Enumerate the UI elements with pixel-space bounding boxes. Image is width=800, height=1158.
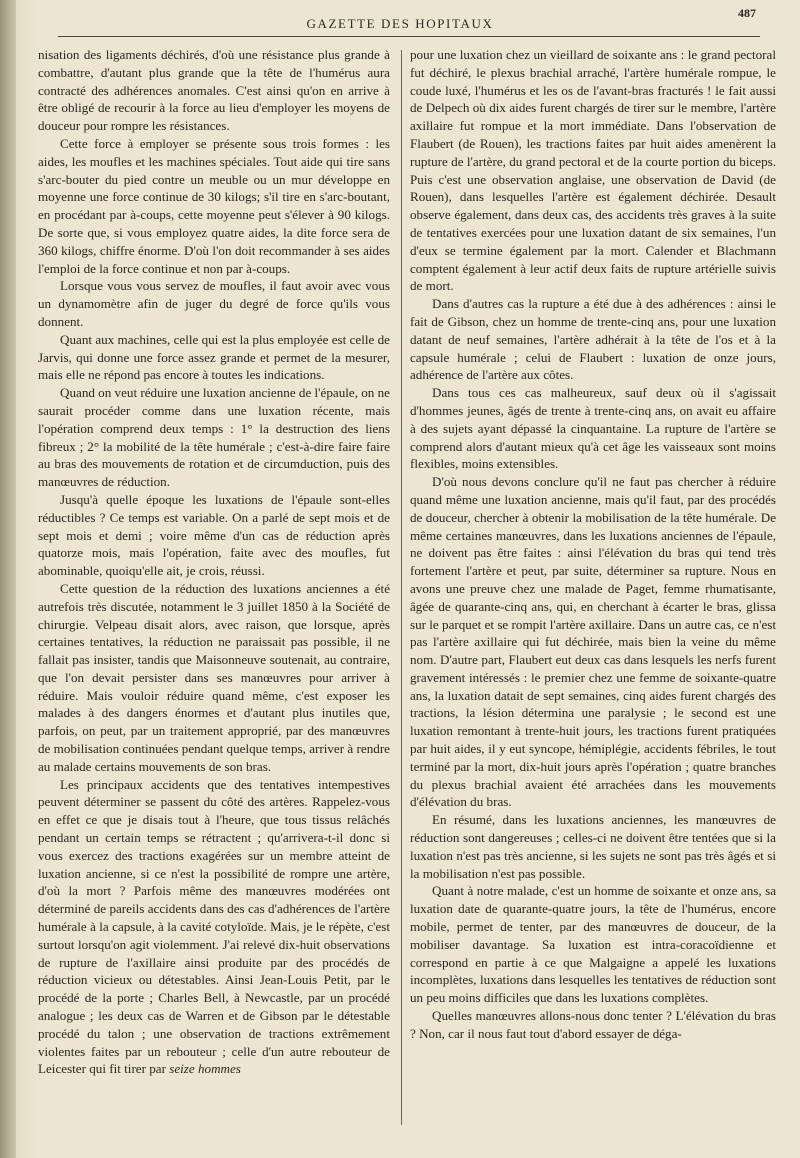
paragraph: Quand on veut réduire une luxation ancienne de l'épaule, on ne saurait procéder comme dans une luxation récente, mais l'opération comprend deux temps : 1° la destruction des liens fibreux ; 2° la mobilité de la tête humérale ; c'est-à-dire faire faire au bras des mouvements de rotation et de circumduction, puis des manœuvres de réduction. [38, 385, 390, 490]
paragraph: Cette question de la réduction des luxations anciennes a été autrefois très discutée, notamment le 3 juillet 1850 à la Société de chirurgie. Velpeau disait alors, avec raison, que lorsque, après certaines tentatives, la réduction ne paraissait pas possible, il ne fallait pas insister, tandis que Maisonneuve soutenait, au contraire, que l'on devait persister dans ses manœuvres pour arriver à réduire. Mais vouloir réduire quand même, c'est exposer les malades à des dangers énormes et d'autant plus inutiles que, parfois, on peut, par un traitement approprié, par des manœuvres de mobilisation continuées pendant quelque temps, arriver à rendre au malade certains mouvements de son bras. [38, 580, 390, 774]
paragraph: nisation des ligaments déchirés, d'où une résistance plus grande à combattre, d'autant plus grande que la tête de l'humérus aura contracté des adhérences anomales. C'est ainsi qu'on en arrive à être obligé de recourir à la force au lieu d'employer les moyens de douceur pour rompre les résistances. [38, 47, 390, 134]
paragraph: D'où nous devons conclure qu'il ne faut pas chercher à réduire quand même une luxation ancienne, mais qu'il faut, par des procédés de douceur, chercher à obtenir la mobilisation de la tête humérale. De même certaines manœuvres, dans les luxations anciennes de l'épaule, ne doivent pas être faites : ainsi l'élévation du bras qui tend très fortement l'artère et peut, par suite, déterminer sa rupture. Nous en avons une preuve chez une malade de Paget, femme rhumatisante, âgée de quarante-cinq ans, qui, en cherchant à écarter le bras, glissa sur le parquet et se rompit l'artère axillaire. Dans un autre cas, ce n'est pas l'artère axillaire qui fut déchirée, mais bien la veine du même nom. D'autre part, Flaubert eut deux cas dans lesquels les nerfs furent gravement intéressés : le premier chez une femme de soixante-quatre ans, la luxation datait de sept semaines, cinq aides furent chargés des tractions, la lésion détermina une paralysie ; le second est une luxation remontant à trente-huit jours, les tractions furent pratiquées par huit aides, il y eut syncope, hémiplégie, accidents fébriles, le tout terminé par la mort, dix-huit jours après l'opération ; quatre branches du plexus brachial avaient été arrachées dans les mouvements d'élévation du bras. [410, 474, 776, 810]
left-column [38, 46, 390, 1136]
paragraph: pour une luxation chez un vieillard de soixante ans : le grand pectoral fut déchiré, le plexus brachial arraché, l'artère humérale rompue, le coude luxé, l'humérus et les os de l'avant-bras fracturés ! le fait aussi de Delpech où dix aides furent chargés de tirer sur le membre, l'artère axillaire fut rompue et la mort immédiate. Dans l'observation de Flaubert (de Rouen), les tractions faites par huit aides amenèrent la rupture de l'artère, du grand pectoral et de la courte portion du biceps. Puis c'est une observation anglaise, une observation de David (de Rouen), dans lesquelles l'artère est également déchirée. Desault observe également, dans deux cas, des accidents très graves à la suite de tentatives exercées pour une luxation datant de six semaines, l'un d'eux se termine également par la mort. Calender et Blachmann comptent également à leur actif deux faits de rupture artérielle suivis de mort. [410, 47, 776, 294]
italic-phrase: seize hommes [169, 1061, 241, 1077]
right-column [410, 46, 776, 1136]
page-number: 487 [738, 6, 756, 20]
paragraph: Jusqu'à quelle époque les luxations de l'épaule sont-elles réductibles ? Ce temps est variable. On a parlé de sept mois et de sept mois et demi ; voire même d'un cas de réduction après quatorze mois, mais l'opération, faite avec des moufles, fut abominable, quoiqu'elle ait, je crois, réussi. [38, 491, 390, 579]
paragraph [38, 776, 390, 1079]
column-rule [401, 50, 402, 1125]
header-rule [58, 36, 760, 37]
paragraph-text: Les principaux accidents que des tentatives intempestives peuvent déterminer se passent du côté des artères. Rappelez-vous en effet ce que je disais tout à l'heure, que tous tissus relâchés pendant un certain temps se rétractent ; qu'arrivera-t-il donc si vous exercez des tractions exagérées sur un membre atteint de luxation ancienne, si ce n'est la possibilité de rompre une artère, d'où la mort ? Parfois même des manœuvres modérées ont déterminé de pareils accidents dans des cas d'adhérences de l'artère humérale à la capsule, à la cavité cotyloïde. Mais, je le répète, c'est surtout lorsqu'on agit violemment. J'ai relevé dix-huit observations de rupture de l'axillaire ainsi produite par des procédés de réduction vicieux ou détestables. Ainsi Jean-Louis Petit, par le procédé de la porte ; Charles Bell, à Newcastle, par un procédé analogue ; les deux cas de Warren et de Gibson par le détestable procédé du talon ; une observation de tractions extrêmement violentes faites par un rebouteur ; celle d'un autre rebouteur de Leicester qui fit tirer par [38, 776, 390, 1077]
paragraph: Quant aux machines, celle qui est la plus employée est celle de Jarvis, qui donne une force assez grande et permet de la mesurer, mais elle ne répond pas encore à toutes les indications. [38, 331, 390, 383]
page-header [40, 4, 760, 38]
binding-edge [0, 0, 16, 1158]
paragraph: Dans d'autres cas la rupture a été due à des adhérences : ainsi le fait de Gibson, chez un homme de trente-cinq ans, pour une luxation datant de neuf semaines, l'artère adhérait à la tête de l'os et à la capsule humérale ; celui de Flaubert : luxation de onze jours, adhérence de l'artère aux côtes. [410, 296, 776, 383]
paragraph: Lorsque vous vous servez de moufles, il faut avoir avec vous un dynamomètre afin de juger du degré de force qu'ils vous donnent. [38, 278, 390, 329]
paragraph: En résumé, dans les luxations anciennes, les manœuvres de réduction sont dangereuses ; celles-ci ne doivent être tentées que si la luxation n'est pas très ancienne, si les sujets ne sont pas très âgés et si la mobilisation n'est pas possible. [410, 812, 776, 881]
paragraph: Quant à notre malade, c'est un homme de soixante et onze ans, sa luxation date de quarante-quatre jours, la tête de l'humérus, encore mobile, permet de tenter, par des manœuvres de douceur, de la mobiliser davantage. Sa luxation est intra-coracoïdienne et correspond en partie à ce que Malgaigne a appelé les luxations incomplètes, luxations dans lesquelles les tentatives de réduction sont un peu moins difficiles que dans les luxations complètes. [410, 883, 776, 1006]
paragraph: Quelles manœuvres allons-nous donc tenter ? L'élévation du bras ? Non, car il nous faut tout d'abord essayer de déga- [410, 1008, 776, 1041]
running-title: GAZETTE DES HOPITAUX [306, 16, 494, 31]
paragraph: Dans tous ces cas malheureux, sauf deux où il s'agissait d'hommes jeunes, âgés de trente à trente-cinq ans, on avait eu affaire à des sujets ayant dépassé la cinquantaine. La rupture de l'artère se comprend alors d'autant mieux qu'à cet âge les vaisseaux sont moins flexibles, moins extensibles. [410, 385, 776, 472]
paragraph: Cette force à employer se présente sous trois formes : les aides, les moufles et les machines spéciales. Tout aide qui tire sans s'arc-bouter du pied contre un meuble ou un mur développe en moyenne une force continue de 30 kilogs; s'il tire en s'arc-boutant, en procédant par à-coups, cette moyenne peut s'élever à 90 kilogs. De sorte que, si vous employez quatre aides, la dite force sera de 360 kilogs, chiffre énorme. D'où l'on doit recommander à ses aides l'emploi de la force continue et non par à-coups. [38, 135, 390, 276]
